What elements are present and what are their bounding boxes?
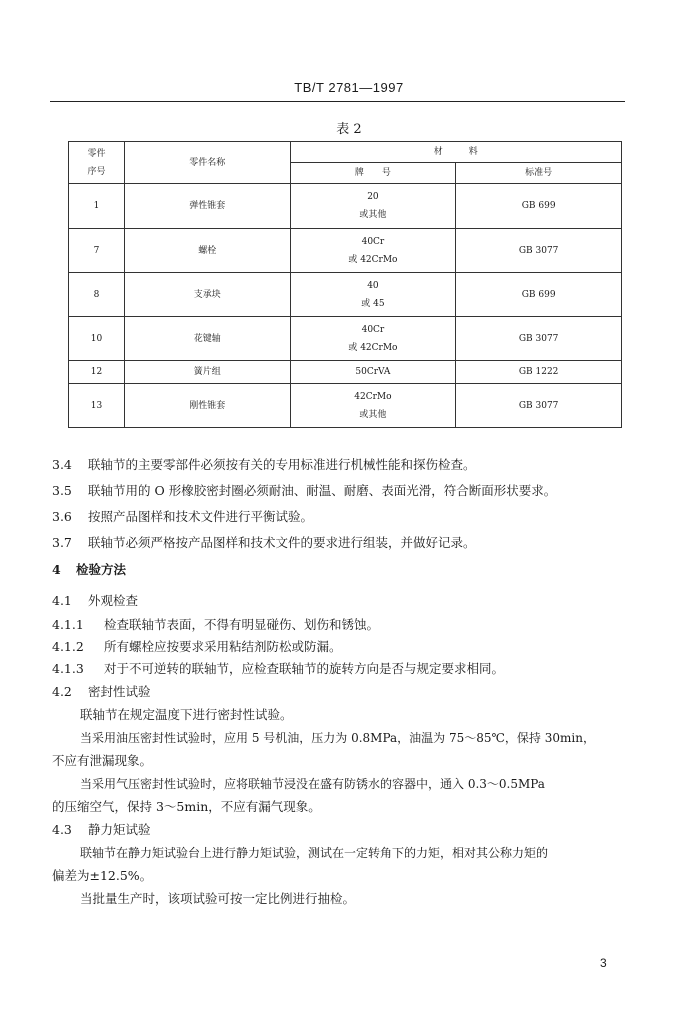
clause-3-6 [52,509,313,525]
row-grade [290,384,456,428]
clause-4-1 [52,593,138,609]
clause-4-1-1 [52,617,379,633]
row-grade-line2: 或 45 [361,298,385,309]
clause-text: 外观检查 [88,593,139,608]
paragraph-4-3-a-line2: 偏差为±12.5%。 [52,868,153,883]
row-grade [290,229,456,273]
paragraph-4-2-c-line2: 的压缩空气，保持 3～5min，不应有漏气现象。 [52,799,321,814]
clause-4-1-3 [52,661,504,677]
row-grade [290,273,456,317]
row-grade-line2: 或其他 [359,210,387,220]
paragraph-4-2-b-line2: 不应有泄漏现象。 [52,753,153,768]
row-part-name: 螺栓 [124,229,290,273]
row-part-name: 簧片组 [124,361,290,384]
header-material [290,142,621,163]
row-grade-line1: 20 [367,192,379,202]
table-row [69,384,622,428]
clause-4-3 [52,822,151,838]
table-row [69,229,622,273]
header-grade-label: 牌号 [354,168,409,178]
row-standard: GB 1222 [456,361,622,384]
paragraph-4-3-a-line1: 联轴节在静力矩试验台上进行静力矩试验，测试在一定转角下的力矩，相对其公称力矩的 [80,846,549,860]
clause-number: 4.3 [52,822,72,837]
paragraph-4-2-b-line1: 当采用油压密封性试验时，应用 5 号机油，压力为 0.8MPa，油温为 75～85℃，保持 30min， [80,731,595,745]
row-grade [290,317,456,361]
clause-number: 3.6 [52,509,72,524]
table-caption: 表 2 [336,122,362,137]
clause-text: 按照产品图样和技术文件进行平衡试验。 [88,509,314,524]
header-grade [290,163,456,184]
paragraph-4-2-c-line1: 当采用气压密封性试验时，应将联轴节浸没在盛有防锈水的容器中，通入 0.3～0.5MPa [80,777,545,791]
clause-text: 对于不可逆转的联轴节，应检查联轴节的旋转方向是否与规定要求相同。 [104,661,505,676]
clause-4-1-2 [52,639,342,655]
clause-text: 联轴节的主要零部件必须按有关的专用标准进行机械性能和探伤检查。 [88,457,476,472]
row-part-name: 弹性锥套 [124,184,290,229]
row-grade: 50CrVA [290,361,456,384]
clause-3-4 [52,457,476,473]
table-row [69,361,622,384]
clause-text: 检查联轴节表面，不得有明显碰伤、划伤和锈蚀。 [104,617,380,632]
row-grade-line2: 或其他 [359,409,387,420]
table-row [69,273,622,317]
table-row [69,184,622,229]
clause-number: 3.7 [52,535,72,550]
paragraph-4-3-b: 当批量生产时，该项试验可按一定比例进行抽检。 [80,891,356,906]
page-number: 3 [600,956,607,970]
paragraph-4-2-a: 联轴节在规定温度下进行密封性试验。 [80,707,293,722]
clause-3-7 [52,535,476,551]
row-seq: 8 [69,273,125,317]
row-grade-line2: 或 42CrMo [348,342,398,353]
clause-number: 4.2 [52,684,72,699]
clause-text: 联轴节用的 O 形橡胶密封圈必须耐油、耐温、耐磨、表面光滑，符合断面形状要求。 [88,483,557,498]
row-seq: 13 [69,384,125,428]
clause-text: 静力矩试验 [88,822,151,837]
clause-number: 4.1 [52,593,72,608]
standard-code-header: TB/T 2781—1997 [294,80,404,95]
row-standard: GB 3077 [456,317,622,361]
row-standard: GB 3077 [456,229,622,273]
row-grade-line1: 40Cr [361,324,385,335]
clause-number: 4.1.1 [52,617,84,632]
header-material-label: 材料 [433,147,504,157]
clause-number: 3.5 [52,483,72,498]
header-standard: 标准号 [456,163,622,184]
header-part-name: 零件名称 [124,142,290,184]
row-grade [290,184,456,229]
row-standard: GB 3077 [456,384,622,428]
row-grade-line1: 40 [367,280,379,291]
section-number: 4 [52,562,61,577]
section-4-heading [52,562,126,578]
row-seq: 10 [69,317,125,361]
row-part-name: 花键轴 [124,317,290,361]
header-seq-line2: 序号 [87,166,106,177]
row-seq: 12 [69,361,125,384]
row-grade-line1: 40Cr [361,236,385,247]
clause-text: 密封性试验 [88,684,151,699]
row-grade-line2: 或 42CrMo [348,254,398,265]
clause-text: 所有螺栓应按要求采用粘结剂防松或防漏。 [104,639,342,654]
parts-material-table [68,141,622,428]
row-seq: 1 [69,184,125,229]
clause-text: 联轴节必须严格按产品图样和技术文件的要求进行组装，并做好记录。 [88,535,476,550]
section-title: 检验方法 [76,562,127,577]
clause-3-5 [52,483,556,499]
header-seq-line1: 零件 [87,148,106,159]
row-seq: 7 [69,229,125,273]
clause-number: 4.1.3 [52,661,84,676]
table-row [69,317,622,361]
header-rule [50,101,625,102]
row-standard: GB 699 [456,273,622,317]
header-seq [69,142,125,184]
row-part-name: 支承块 [124,273,290,317]
row-standard: GB 699 [456,184,622,229]
row-part-name: 刚性锥套 [124,384,290,428]
clause-number: 3.4 [52,457,72,472]
clause-4-2 [52,684,151,700]
clause-number: 4.1.2 [52,639,84,654]
row-grade-line1: 42CrMo [354,391,392,402]
